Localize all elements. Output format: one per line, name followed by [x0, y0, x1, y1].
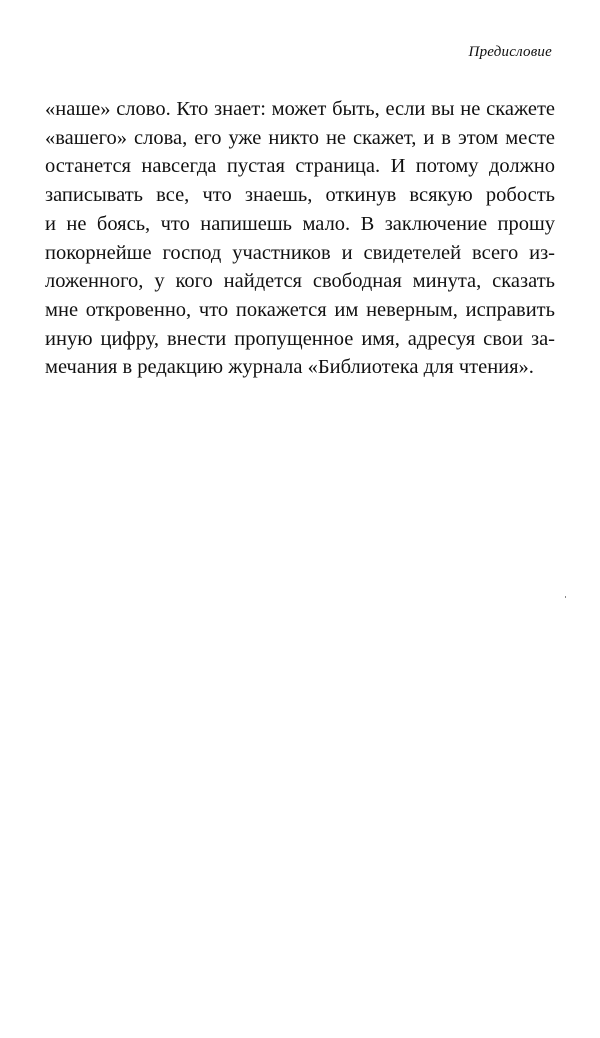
- scan-speck: [565, 596, 566, 598]
- text-line: покорнейше господ участников и свидетелей всего из-: [45, 241, 555, 264]
- body-text: [45, 95, 555, 382]
- text-line: иную цифру, внести пропущенное имя, адресуя свои за-: [45, 327, 555, 350]
- text-line: записывать все, что знаешь, откинув всякую робость: [45, 184, 555, 207]
- text-line: и не боясь, что напишешь мало. В заключение прошу: [45, 212, 555, 235]
- running-header: Предисловие: [468, 44, 552, 60]
- text-line: «вашего» слова, его уже никто не скажет, и в этом месте: [45, 126, 555, 149]
- text-line: останется навсегда пустая страница. И потому должно: [45, 155, 555, 178]
- text-line: ложенного, у кого найдется свободная минута, сказать: [45, 270, 555, 293]
- text-line: мне откровенно, что покажется им неверным, исправить: [45, 298, 555, 321]
- text-line: «наше» слово. Кто знает: может быть, если вы не скажете: [45, 98, 555, 120]
- text-line: мечания в редакцию журнала «Библиотека для чтения».: [45, 356, 534, 379]
